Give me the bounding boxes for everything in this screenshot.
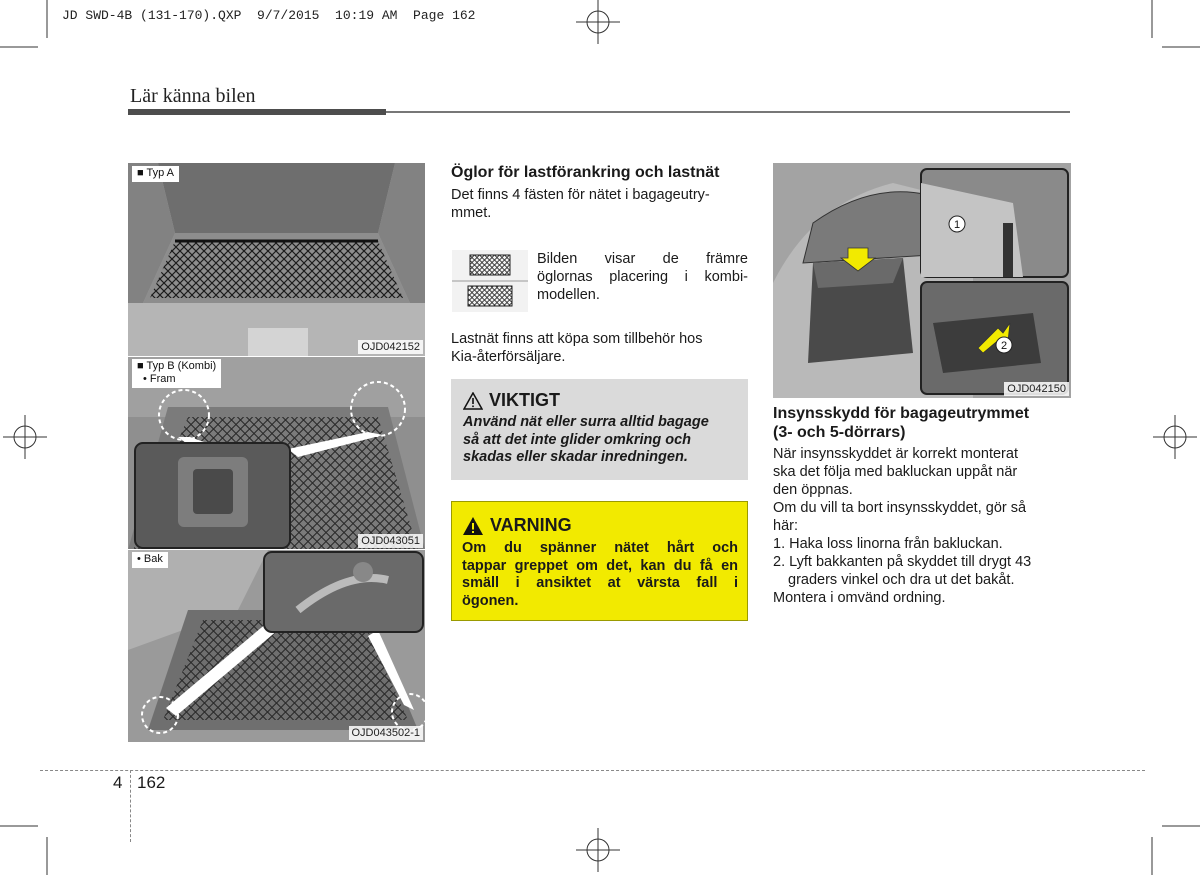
warning-text: Om du spänner nätet hårt och tappar greppet om det, kan du få en smäll i ansiktet at värsta fall i ögonen.: [462, 540, 738, 609]
footer-divider: [130, 770, 131, 842]
warning-triangle-icon: [463, 392, 483, 410]
cargo-net-photo-type-a: [128, 163, 425, 356]
figure-code-cover: OJD042150: [1004, 382, 1069, 396]
caution-heading: VIKTIGT: [463, 390, 560, 411]
cargo-net-icon: [452, 250, 528, 312]
warning-triangle-filled-icon: [462, 516, 484, 536]
accessory-paragraph: Lastnät finns att köpa som tillbehör hos Kia-återförsäljare.: [451, 331, 703, 365]
cargo-net-photo-type-b-rear: [128, 549, 425, 742]
chapter-number: 4: [113, 773, 123, 792]
warning-heading: VARNING: [462, 515, 572, 536]
warning-box: [451, 501, 748, 621]
figure-tag-type-a: ■ Typ A: [132, 166, 179, 182]
footer-rule: [40, 770, 1145, 771]
figure-code-b: OJD043051: [358, 534, 423, 548]
cover-instructions: När insynsskyddet är korrekt monterat ska det följa med bakluckan uppåt när den öppnas. Om du vill ta bort insynsskyddet, gör så här: 1. Haka loss linorna från bakluckan. 2. Lyft bakkanten på skyddet till drygt 43 graders vinkel och dra ut det bakåt. Montera i omvänd ordning.: [773, 446, 1032, 606]
callout-2: 2: [1000, 340, 1008, 352]
intro-paragraph: Det finns 4 fästen för nätet i bagageutry- mmet.: [451, 187, 710, 221]
figure-code-c: OJD043502-1: [349, 726, 424, 740]
figure-code-a: OJD042152: [358, 340, 423, 354]
print-slug: JD SWD-4B (131-170).QXP 9/7/2015 10:19 AM Page 162: [62, 8, 476, 23]
chapter-title: Lär känna bilen: [130, 85, 256, 107]
cargo-cover-photo: [773, 163, 1071, 398]
section-cargo-net: [451, 163, 751, 222]
inline-caption: Bilden visar de främre öglornas placering i kombi- modellen.: [537, 251, 748, 303]
header-rule-thick: [128, 109, 386, 115]
header-rule-thin: [386, 111, 1070, 113]
caution-text: Använd nät eller surra alltid bagage så att det inte glider omkring och skadas eller skadar inredningen.: [463, 414, 709, 465]
section-cargo-cover: [773, 404, 1078, 607]
callout-1: 1: [953, 219, 961, 231]
figure-tag-type-b: ■ Typ B (Kombi) • Fram: [132, 359, 221, 388]
page-number: 162: [137, 773, 166, 792]
caution-box: [451, 379, 748, 480]
section-heading-cover: Insynsskydd för bagageutrymmet (3- och 5-dörrars): [773, 405, 1030, 441]
cargo-net-photo-type-b-front: [128, 356, 425, 550]
figure-tag-rear: • Bak: [132, 552, 168, 568]
section-heading: Öglor för lastförankring och lastnät: [451, 164, 720, 181]
